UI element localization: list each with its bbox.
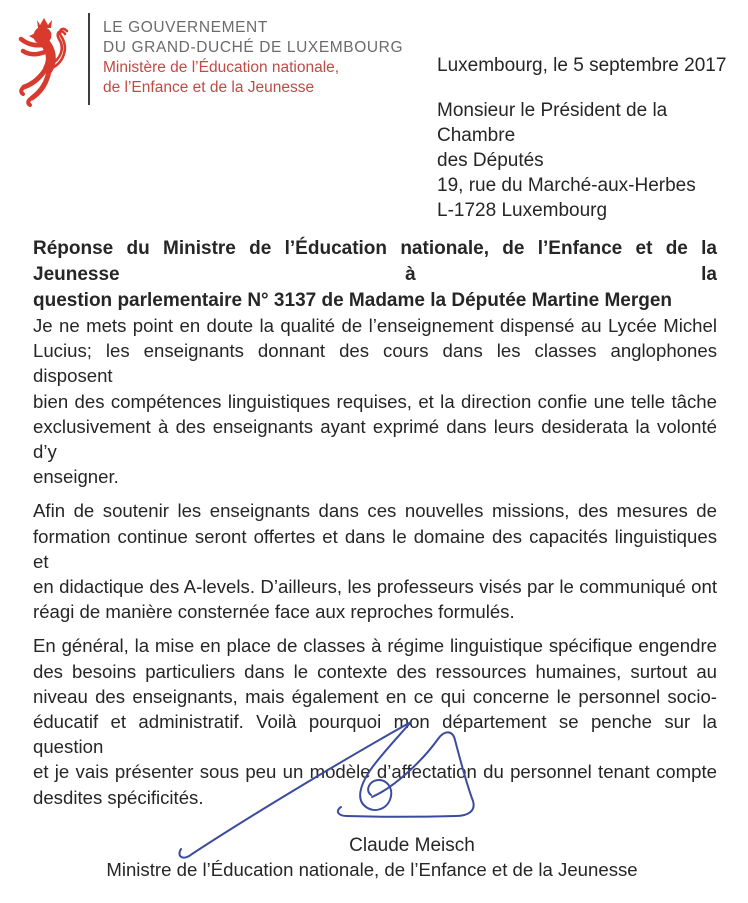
ministry-name-line2: de l’Enfance et de la Jeunesse	[103, 79, 315, 96]
paragraph-line: Je ne mets point en doute la qualité de l’enseignement dispensé au Lycée Michel	[33, 315, 717, 336]
paragraph-line: formation continue seront offertes et dans le domaine des capacités linguistiques et	[33, 525, 717, 572]
government-name-line1: LE GOUVERNEMENT	[103, 19, 268, 36]
paragraph-line: niveau des enseignants, mais également en ce qui concerne le personnel socio-	[33, 685, 717, 707]
recipient-line: L-1728 Luxembourg	[437, 200, 608, 221]
signer-title: Ministre de l’Éducation nationale, de l’Enfance et de la Jeunesse	[106, 859, 638, 880]
letterhead-text	[103, 18, 463, 98]
paragraph	[33, 313, 717, 489]
recipient-address	[437, 98, 748, 223]
subject-heading	[33, 236, 717, 314]
recipient-line: des Députés	[437, 150, 544, 171]
paragraph-line: bien des compétences linguistiques requises, et la direction confie une telle tâche	[33, 390, 717, 412]
dateline: Luxembourg, le 5 septembre 2017	[437, 55, 727, 76]
signer-name: Claude Meisch	[349, 835, 475, 856]
paragraph-line: exclusivement à des enseignants ayant exprimé dans leurs desiderata la volonté d’y	[33, 415, 717, 463]
paragraph-line: en didactique des A-levels. D’ailleurs, les professeurs visés par le communiqué ont	[33, 576, 717, 598]
paragraph-line: enseigner.	[33, 466, 119, 488]
paragraph-line: éducatif et administratif. Voilà pourquoi mon département se penche sur la question	[33, 711, 717, 758]
subject-line: question parlementaire N° 3137 de Madame la Députée Martine Mergen	[33, 290, 673, 311]
paragraph-line: Afin de soutenir les enseignants dans ces nouvelles missions, des mesures de	[33, 500, 717, 522]
government-name-line2: DU GRAND-DUCHÉ DE LUXEMBOURG	[103, 39, 404, 56]
paragraph-line: desdites spécificités.	[33, 786, 204, 808]
paragraph-line: et je vais présenter sous peu un modèle d’affectation du personnel tenant compte	[33, 761, 717, 783]
recipient-line: 19, rue du Marché-aux-Herbes	[437, 175, 696, 196]
paragraph	[33, 498, 717, 624]
paragraph-line: des besoins particuliers dans le contexte des ressources humaines, surtout au	[33, 660, 717, 682]
paragraph-line: réagi de manière consternée face aux reproches formulés.	[33, 601, 515, 623]
recipient-line: Monsieur le Président de la Chambre	[437, 100, 668, 146]
ministry-name-line1: Ministère de l’Éducation nationale,	[103, 59, 340, 76]
paragraph-line: En général, la mise en place de classes à régime linguistique spécifique engendre	[33, 635, 717, 657]
luxembourg-lion-icon	[15, 17, 77, 107]
letterhead-divider	[88, 13, 90, 105]
paragraph-line: Lucius; les enseignants donnant des cours dans les classes anglophones disposent	[33, 340, 717, 387]
subject-line: Réponse du Ministre de l’Éducation nationale, de l’Enfance et de la Jeunesse à la	[33, 238, 717, 285]
